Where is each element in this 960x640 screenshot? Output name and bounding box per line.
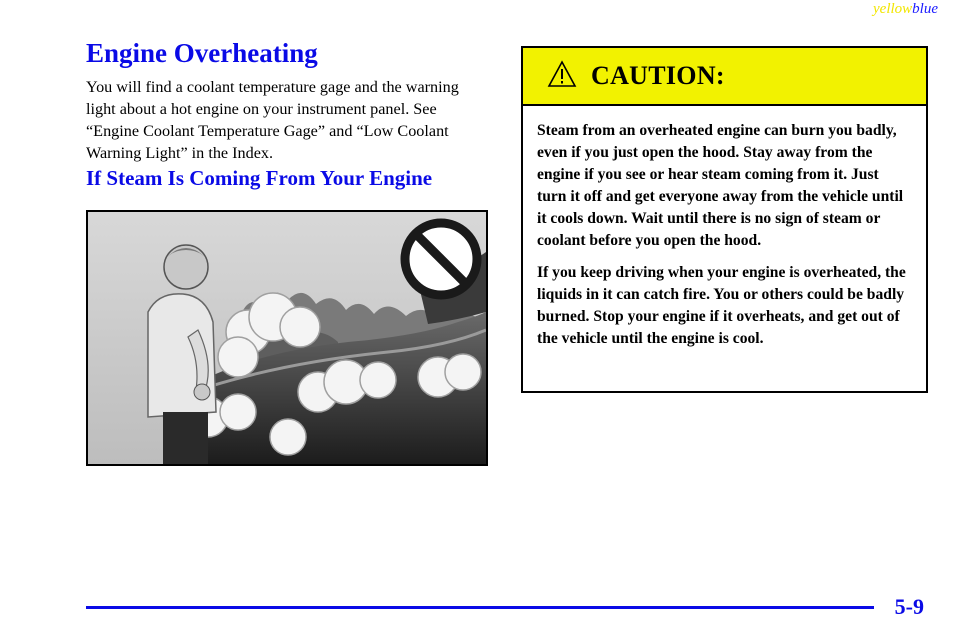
illustration-svg: [88, 212, 486, 464]
caution-box: [521, 46, 928, 393]
caution-header: [523, 48, 926, 106]
intro-paragraph: You will find a coolant temperature gage and the warning light about a hot engine on your instrument panel. See “Engine Coolant Temperature Gage” and “Low Coolant Warning Light” in the Index.: [86, 78, 459, 162]
caution-paragraph: If you keep driving when your engine is overheated, the liquids in it can catch fire. You or others could be badly burned. Stop your engine if it overheats, and get out of the vehicle until the engine is cool.: [537, 264, 906, 347]
color-tag-blue: blue: [912, 1, 938, 17]
section-heading: If Steam Is Coming From Your Engine: [86, 166, 433, 190]
page-number: 5-9: [894, 594, 924, 619]
page-title: Engine Overheating: [86, 38, 318, 68]
caution-paragraph: Steam from an overheated engine can burn you badly, even if you just open the hood. Stay away from the engine if you see or hear steam coming from it. Just turn it off and get everyone away from the vehicle until it cools down. Wait until there is no sign of steam or coolant before you open the hood.: [537, 122, 904, 249]
caution-body: [523, 106, 926, 350]
footer-rule: [86, 606, 874, 609]
no-symbol-icon: [405, 223, 477, 295]
steam-illustration: [86, 210, 488, 466]
color-tag-yellow: yellow: [873, 1, 913, 17]
warning-triangle-icon: [547, 60, 577, 88]
color-tag: [873, 1, 938, 18]
caution-title: CAUTION:: [591, 61, 725, 90]
